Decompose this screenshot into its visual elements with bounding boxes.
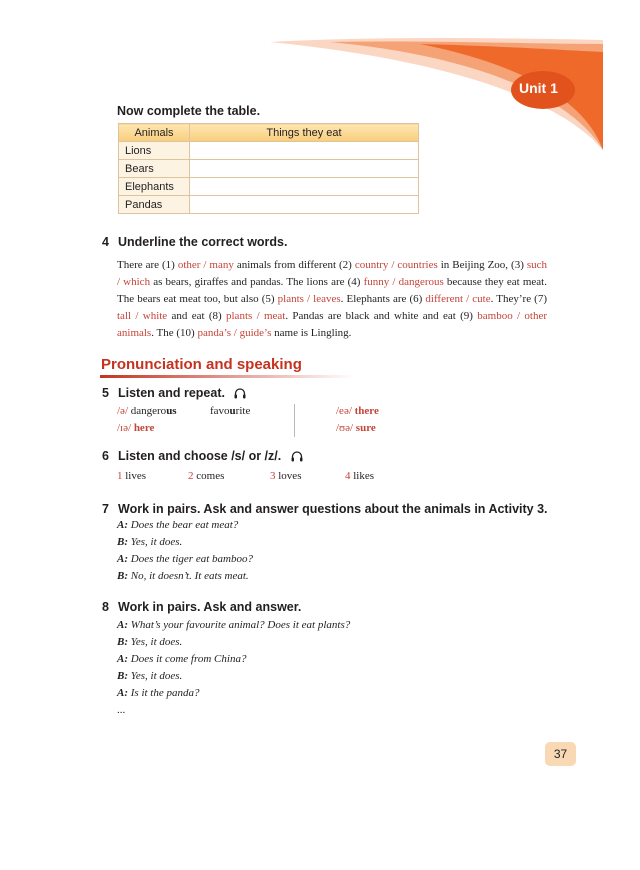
word-choice[interactable]: country / countries: [354, 259, 438, 271]
column-divider: [294, 404, 295, 437]
dialogue-line: A: Does it come from China?: [117, 653, 247, 665]
paragraph-text: in Beijing Zoo, (3): [437, 259, 527, 271]
activity-6-heading: [102, 449, 303, 463]
activity-number: 7: [102, 502, 109, 516]
activity-title: Listen and choose /s/ or /z/.: [118, 449, 282, 463]
activity-title: Listen and repeat.: [118, 386, 225, 400]
dialogue-line: A: Is it the panda?: [117, 687, 200, 699]
table-cell-answer[interactable]: [190, 178, 419, 196]
table-row: [119, 160, 419, 178]
paragraph-text: . The (10): [151, 327, 198, 339]
section-title: Pronunciation and speaking: [101, 356, 302, 373]
word-choice[interactable]: other / many: [177, 259, 234, 271]
activity-8-heading: [102, 600, 301, 614]
dialogue-line: B: Yes, it does.: [117, 670, 183, 682]
table-row: [119, 196, 419, 214]
activity-number: 4: [102, 235, 109, 249]
phonetic-word[interactable]: favourite: [210, 405, 251, 417]
dialogue-line: A: What’s your favourite animal? Does it eat plants?: [117, 619, 351, 631]
paragraph-text: animals from different (2): [233, 259, 355, 271]
word-choice[interactable]: tall / white: [117, 310, 168, 322]
dialogue-line: A: Does the tiger eat bamboo?: [117, 553, 253, 565]
activity-number: 6: [102, 449, 109, 463]
word-choice[interactable]: funny / dangerous: [363, 276, 444, 288]
choice-option[interactable]: 1 lives: [117, 470, 147, 482]
word-choice[interactable]: panda’s / guide’s: [197, 327, 272, 339]
activity-4-paragraph: [117, 257, 547, 342]
activity-number: 8: [102, 600, 109, 614]
choice-option[interactable]: 4 likes: [345, 470, 375, 482]
paragraph-text: . They’re (7): [490, 293, 547, 305]
phonetic-word[interactable]: /eə/ there: [336, 405, 379, 417]
phonetic-word[interactable]: /ʊə/ sure: [336, 422, 376, 434]
page-number: 37: [545, 742, 576, 766]
phonetic-word[interactable]: /ɪə/ here: [117, 422, 155, 434]
table-instruction: Now complete the table.: [117, 104, 261, 118]
paragraph-text: There are (1): [117, 259, 178, 271]
headphones-icon[interactable]: [291, 451, 303, 462]
table-row: [119, 142, 419, 160]
table-row: [119, 178, 419, 196]
phonetic-word[interactable]: /ə/ dangerous: [117, 405, 177, 417]
activity-title: Underline the correct words.: [118, 235, 288, 249]
section-underline: [100, 375, 355, 378]
table-cell-animal: Pandas: [119, 196, 190, 214]
activity-4-heading: [102, 235, 287, 249]
word-choice[interactable]: plants / leaves: [277, 293, 341, 305]
animal-table: [118, 123, 419, 214]
unit-label: Unit 1: [519, 80, 558, 96]
choice-option[interactable]: 2 comes: [188, 470, 225, 482]
activity-5-heading: [102, 386, 246, 400]
paragraph-text: as bears, giraffes and pandas. The lions are (4): [150, 276, 364, 288]
activity-title: Work in pairs. Ask and answer.: [118, 600, 302, 614]
activity-number: 5: [102, 386, 109, 400]
table-cell-animal: Bears: [119, 160, 190, 178]
dialogue-line: A: Does the bear eat meat?: [117, 519, 239, 531]
paragraph-text: because they eat meat. The bears eat meat too, but also (5): [117, 276, 547, 305]
table-cell-answer[interactable]: [190, 160, 419, 178]
paragraph-text: . Elephants are (6): [340, 293, 426, 305]
word-choice[interactable]: different / cute: [425, 293, 491, 305]
dialogue-line: B: Yes, it does.: [117, 636, 183, 648]
paragraph-text: . Pandas are black and white and eat (9): [285, 310, 478, 322]
table-cell-animal: Elephants: [119, 178, 190, 196]
choice-option[interactable]: 3 loves: [270, 470, 302, 482]
activity-7-heading: [102, 502, 548, 516]
dialogue-ellipsis: ...: [117, 704, 126, 716]
table-header-things: Things they eat: [190, 124, 419, 142]
dialogue-line: B: No, it doesn’t. It eats meat.: [117, 570, 249, 582]
word-choice[interactable]: plants / meat: [226, 310, 286, 322]
table-cell-animal: Lions: [119, 142, 190, 160]
paragraph-text: and eat (8): [167, 310, 226, 322]
word-choice[interactable]: such / which: [117, 259, 547, 288]
table-cell-answer[interactable]: [190, 142, 419, 160]
table-header-animals: Animals: [119, 124, 190, 142]
activity-title: Work in pairs. Ask and answer questions about the animals in Activity 3.: [118, 502, 548, 516]
table-cell-answer[interactable]: [190, 196, 419, 214]
word-choice[interactable]: bamboo / other animals: [117, 310, 548, 339]
paragraph-text: name is Lingling.: [271, 327, 352, 339]
headphones-icon[interactable]: [234, 388, 246, 399]
dialogue-line: B: Yes, it does.: [117, 536, 183, 548]
